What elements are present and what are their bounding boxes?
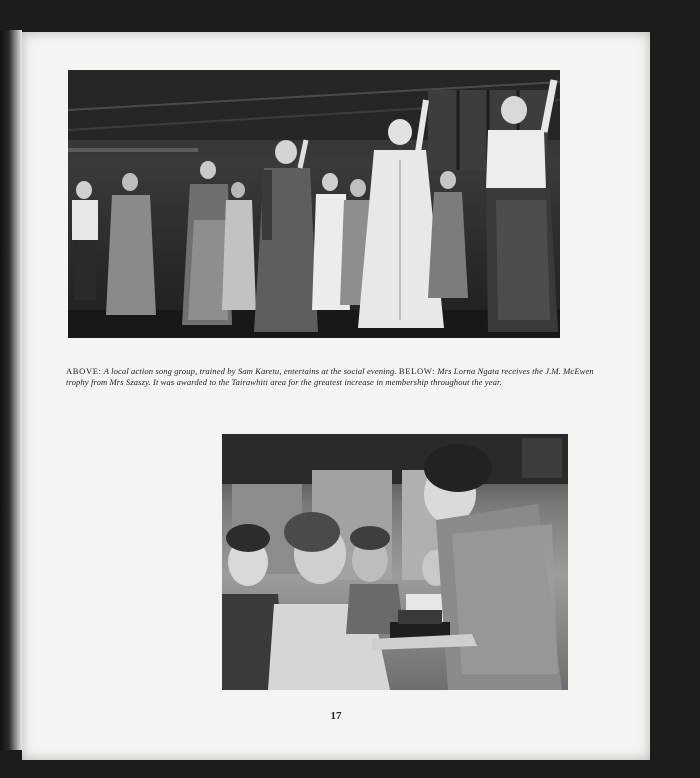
document-page (22, 32, 650, 760)
trophy-presentation-photo (222, 434, 568, 690)
photo-caption (66, 366, 606, 388)
action-song-group-image (68, 70, 560, 338)
page-number: 17 (330, 710, 342, 722)
action-song-group-photo (68, 70, 560, 338)
caption-above-label: ABOVE: (66, 366, 102, 376)
caption-below-text: Mrs Lorna Ngata receives the J.M. McEwen trophy from Mrs Szaszy. It was awarded to the Tairawhiti area for the greatest increase in membership throughout the year. (66, 366, 594, 387)
caption-below-label: BELOW: (398, 366, 436, 376)
scan-edge (0, 30, 22, 750)
caption-above-text: A local action song group, trained by Sam Karetu, entertains at the social evening. (103, 366, 397, 376)
trophy-presentation-image (222, 434, 568, 690)
